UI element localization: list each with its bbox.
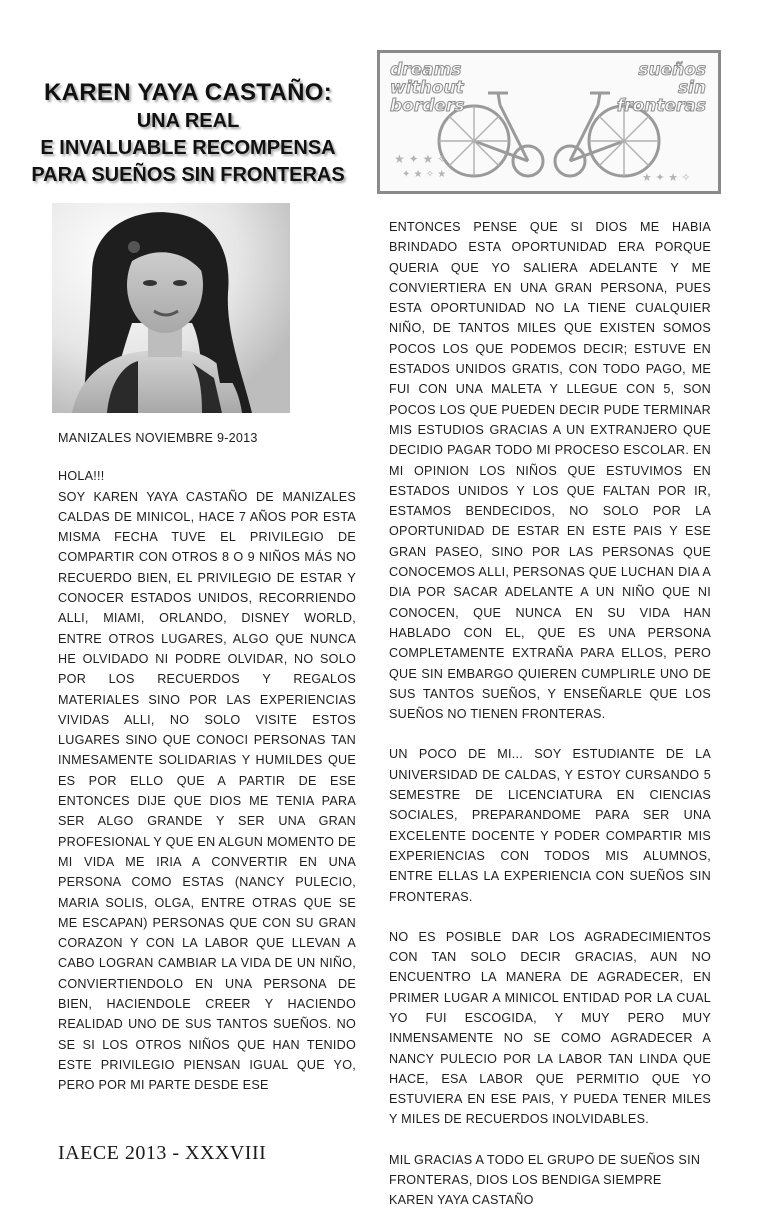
signature: KAREN YAYA CASTAÑO (389, 1193, 534, 1208)
greeting: HOLA!!! (58, 469, 105, 484)
body-paragraph-4: NO ES POSIBLE DAR LOS AGRADECIMIENTOS CON TAN SOLO DECIR GRACIAS, AUN NO ENCUENTRO LA MANERA DE AGRADECER, EN PRIMER LUGAR A MINICOL ENTIDAD POR LA CUAL YO FUI ESCOGIDA, Y MUY PERO MUY INMENSAMENTE NO SE COMO AGRADECER A NANCY PULECIO POR LA LABOR TAN LINDA QUE HACE, ESA LABOR QUE PERMITIO QUE YO ESTUVIERA EN ESE PAIS, Y PUEDA TENER MILES Y MILES DE RECUERDOS INOLVIDABLES. (389, 929, 711, 1127)
logo-es-line-3: fronteras (616, 96, 706, 116)
portrait-photo (52, 203, 290, 413)
page-footer: IAECE 2013 - XXXVIII (58, 1142, 267, 1164)
svg-text:★ ✦ ★ ✧: ★ ✦ ★ ✧ (394, 152, 448, 166)
article-title (18, 78, 358, 189)
logo-es-line-1: sueños (638, 60, 706, 80)
title-line-2: UNA REAL (136, 110, 240, 132)
svg-text:✦ ★ ✧ ★: ✦ ★ ✧ ★ (402, 169, 447, 180)
bicycle-icon (380, 53, 718, 191)
body-paragraph-1: SOY KAREN YAYA CASTAÑO DE MANIZALES CALDAS DE MINICOL, HACE 7 AÑOS POR ESTA MISMA FECHA TUVE EL PRIVILEGIO DE COMPARTIR CON OTROS 8 O 9 NIÑOS MÁS NO RECUERDO BIEN, EL PRIVILEGIO DE ESTAR Y CONOCER ESTADOS UNIDOS, RECORRIENDO ALLI, MIAMI, ORLANDO, DISNEY WORLD, ENTRE OTROS LUGARES, ALGO QUE NUNCA HE OLVIDADO NI PODRE OLVIDAR, NO SOLO POR LOS RECUERDOS Y REGALOS MATERIALES SINO POR LAS EXPERIENCIAS VIVIDAS ALLI, NO SOLO VISITE ESTOS LUGARES SINO QUE CONOCI PERSONAS TAN INMESAMENTE SOLIDARIAS Y HUMILDES QUE ES POR ELLO QUE A PARTIR DE ESE ENTONCES DIJE QUE DIOS ME TENIA PARA SER ALGO GRANDE Y SER UNA GRAN PROFESIONAL Y QUE EN ALGUN MOMENTO DE MI VIDA ME IRIA A CONVERTIR EN UNA PERSONA COMO ESTAS (NANCY PULECIO, MARIA SOLIS, OLGA, ENTRE OTRAS QUE SE ME ESCAPAN) PERSONAS QUE CON SU GRAN CORAZON Y CON LA LABOR QUE LLEVAN A CABO LOGRAN CAMBIAR LA VIDA DE UN NIÑO, CONVIERTIENDOLO EN UNA PERSONA DE BIEN, HACIENDOLE CREER Y HACIENDO REALIDAD UNO DE SUS TANTOS SUEÑOS. NO SE SI LOS OTROS NIÑOS QUE HAN TENIDO ESTE PRIVILEGIO PIENSAN IGUAL QUE YO, PERO POR MI PARTE DESDE ESE (58, 489, 356, 1093)
closing-line: MIL GRACIAS A TODO EL GRUPO DE SUEÑOS SIN FRONTERAS, DIOS LOS BENDIGA SIEMPRE (389, 1152, 701, 1188)
logo-en-line-1: dreams (390, 60, 462, 80)
right-column (389, 217, 711, 1211)
body-paragraph-3: UN POCO DE MI... SOY ESTUDIANTE DE LA UNIVERSIDAD DE CALDAS, Y ESTOY CURSANDO 5 SEMESTRE DE LICENCIATURA EN CIENCIAS SOCIALES, PREPARANDOME PARA SER UNA EXCELENTE DOCENTE Y PODER COMPARTIR MIS EXPERIENCIAS CON TODOS MIS ALUMNOS, ENTRE ELLAS LA EXPERIENCIA CON SUEÑOS SIN FRONTERAS. (389, 747, 711, 904)
title-line-4: PARA SUEÑOS SIN FRONTERAS (31, 164, 345, 186)
portrait-image (52, 203, 290, 413)
title-line-3: E INVALUABLE RECOMPENSA (40, 137, 336, 159)
logo-en-line-2: without (390, 78, 464, 98)
title-line-1: KAREN YAYA CASTAÑO: (44, 79, 332, 106)
left-column (58, 428, 356, 1096)
dreams-without-borders-logo (377, 50, 721, 194)
dateline: MANIZALES NOVIEMBRE 9-2013 (58, 431, 258, 445)
logo-es-line-2: sin (677, 78, 706, 98)
body-paragraph-2: ENTONCES PENSE QUE SI DIOS ME HABIA BRINDADO ESTA OPORTUNIDAD ERA PORQUE QUERIA QUE YO SALIERA ADELANTE Y ME CONVIERTIERA EN UNA GRAN PERSONA, PUES ESTA OPORTUNIDAD NO LA TIENE CUALQUIER NIÑO, DE TANTOS MILES QUE EXISTEN SOMOS POCOS LOS QUE PODEMOS DECIR; ESTUVE EN ESTADOS UNIDOS GRATIS, CON TODO PAGO, ME FUI CON UNA MALETA Y LLEGUE CON 5, SON POCOS LOS QUE PUEDEN DECIR PUDE TERMINAR MIS ESTUDIOS GRACIAS A UN EXTRANJERO QUE DECIDIO PAGAR TODO MI PROCESO ESCOLAR. EN MI OPINION LOS NIÑOS QUE ESTUVIMOS EN ESTADOS UNIDOS Y LOS QUE FALTAN POR IR, ESTAMOS BENDECIDOS, NO SOLO POR LA OPORTUNIDAD DE ESTAR EN ESTE PAIS Y ESE GRAN PASEO, SINO POR LAS PERSONAS QUE CONOCEMOS ALLI, PERSONAS QUE LUCHAN DIA A DIA POR SACAR ADELANTE A UN NIÑO QUE NI CONOCEN, QUE NUNCA EN SU VIDA HAN HABLADO CON EL, QUE ES UNA PERSONA COMPLETAMENTE EXTRAÑA PARA ELLOS, PERO QUE SIN EMBARGO QUIEREN CUMPLIRLE UNO DE SUS TANTOS SUEÑOS, Y ENSEÑARLE QUE LOS SUEÑOS NO TIENEN FRONTERAS. (389, 220, 711, 722)
logo-en-line-3: borders (390, 96, 465, 116)
svg-text:★ ✦ ★ ✧: ★ ✦ ★ ✧ (642, 171, 691, 184)
